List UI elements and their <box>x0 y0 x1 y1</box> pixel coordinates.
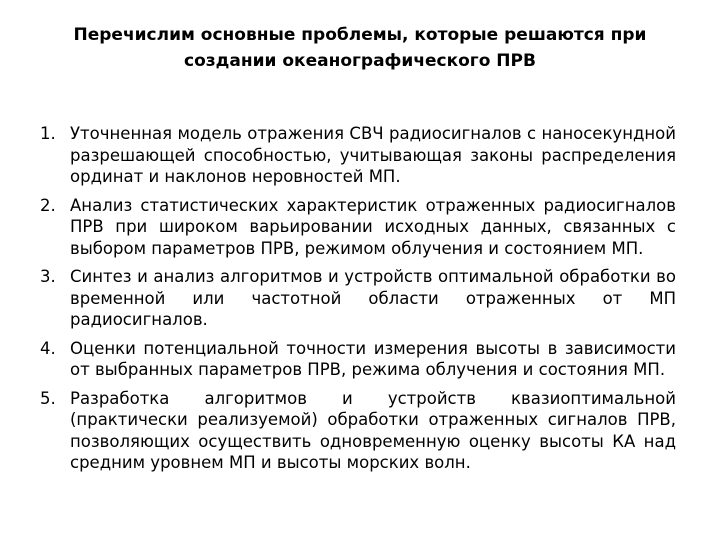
list-item <box>40 388 676 474</box>
list-item-number: 1. <box>40 124 56 143</box>
list-item-number: 4. <box>40 338 56 358</box>
slide-title-line-1: Перечислим основные проблемы, которые решаются при <box>73 25 647 45</box>
list-item-number: 5. <box>40 388 56 408</box>
list-item <box>40 338 676 381</box>
list-item-text: Уточненная модель отражения СВЧ радиосигналов с наносекундной разрешающей способностью, учитывающая законы распределения ординат и наклонов неровностей МП. <box>70 124 676 186</box>
list-item-text: Синтез и анализ алгоритмов и устройств оптимальной обработки во временной или частотной области отраженных от МП радиосигналов. <box>70 267 676 329</box>
list-item-text: Анализ статистических характеристик отраженных радиосигналов ПРВ при широком варьировании исходных данных, связанных с выбором параметров ПРВ, режимом облучения и состоянием МП. <box>70 195 676 258</box>
list-item <box>40 123 676 188</box>
problem-list <box>40 123 676 481</box>
list-item-text: Оценки потенциальной точности измерения высоты в зависимости от выбранных параметров ПРВ, режима облучения и состояния МП. <box>70 338 676 379</box>
list-item-text: Разработка алгоритмов и устройств квазиоптимальной (практически реализуемой) обработки отраженных сигналов ПРВ, позволяющих осуществить одновременную оценку высоты КА над средним уровнем МП и высоты морских волн. <box>70 388 676 472</box>
list-item <box>40 266 676 331</box>
list-item-number: 3. <box>40 267 56 286</box>
list-item-number: 2. <box>40 195 56 215</box>
list-item <box>40 195 676 260</box>
slide-title <box>60 22 660 74</box>
slide-title-line-2: создании океанографического ПРВ <box>184 51 536 71</box>
